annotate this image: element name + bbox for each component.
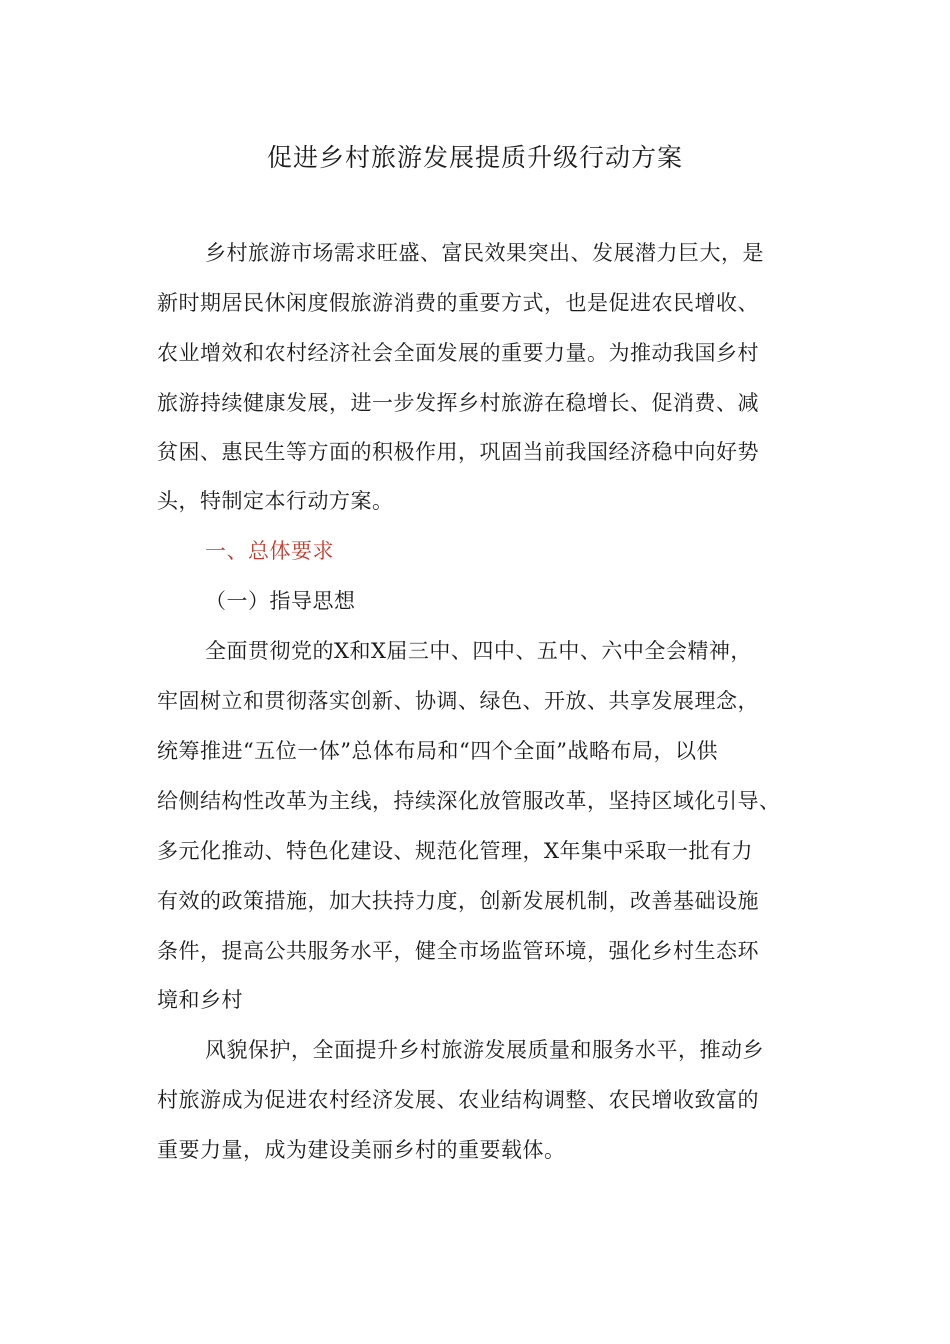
guiding-line-3: 统筹推进“五位一体”总体布局和“四个全面”战略布局，以供: [157, 739, 718, 763]
guiding-line-2: 牢固树立和贯彻落实创新、协调、绿色、开放、共享发展理念，: [157, 689, 759, 713]
guiding-line-5: 多元化推动、特色化建设、规范化管理，X年集中采取一批有力: [157, 839, 753, 863]
guiding-line-6: 有效的政策措施，加大扶持力度，创新发展机制，改善基础设施: [157, 889, 759, 913]
guiding-line-7: 条件，提高公共服务水平，健全市场监管环境，强化乡村生态环: [157, 939, 759, 963]
subsection-heading: （一）指导思想: [205, 589, 356, 613]
intro-line-5: 贫困、惠民生等方面的积极作用，巩固当前我国经济稳中向好势: [157, 440, 759, 464]
intro-line-3: 农业增效和农村经济社会全面发展的重要力量。为推动我国乡村: [157, 341, 759, 365]
closing-line-1: 风貌保护，全面提升乡村旅游发展质量和服务水平，推动乡: [205, 1038, 764, 1062]
section-heading: 一、总体要求: [205, 539, 334, 563]
guiding-line-4: 给侧结构性改革为主线，持续深化放管服改革，坚持区域化引导、: [157, 789, 781, 813]
intro-line-1: 乡村旅游市场需求旺盛、富民效果突出、发展潜力巨大，是: [205, 241, 764, 265]
document-title: 促进乡村旅游发展提质升级行动方案: [266, 143, 683, 172]
guiding-line-8: 境和乡村: [157, 988, 243, 1012]
intro-line-2: 新时期居民休闲度假旅游消费的重要方式，也是促进农民增收、: [157, 291, 759, 315]
intro-line-6: 头，特制定本行动方案。: [157, 489, 394, 513]
intro-line-4: 旅游持续健康发展，进一步发挥乡村旅游在稳增长、促消费、减: [157, 391, 759, 415]
guiding-line-1: 全面贯彻党的X和X届三中、四中、五中、六中全会精神，: [205, 639, 752, 663]
closing-line-2: 村旅游成为促进农村经济发展、农业结构调整、农民增收致富的: [157, 1088, 759, 1112]
closing-line-3: 重要力量，成为建设美丽乡村的重要载体。: [157, 1138, 566, 1162]
